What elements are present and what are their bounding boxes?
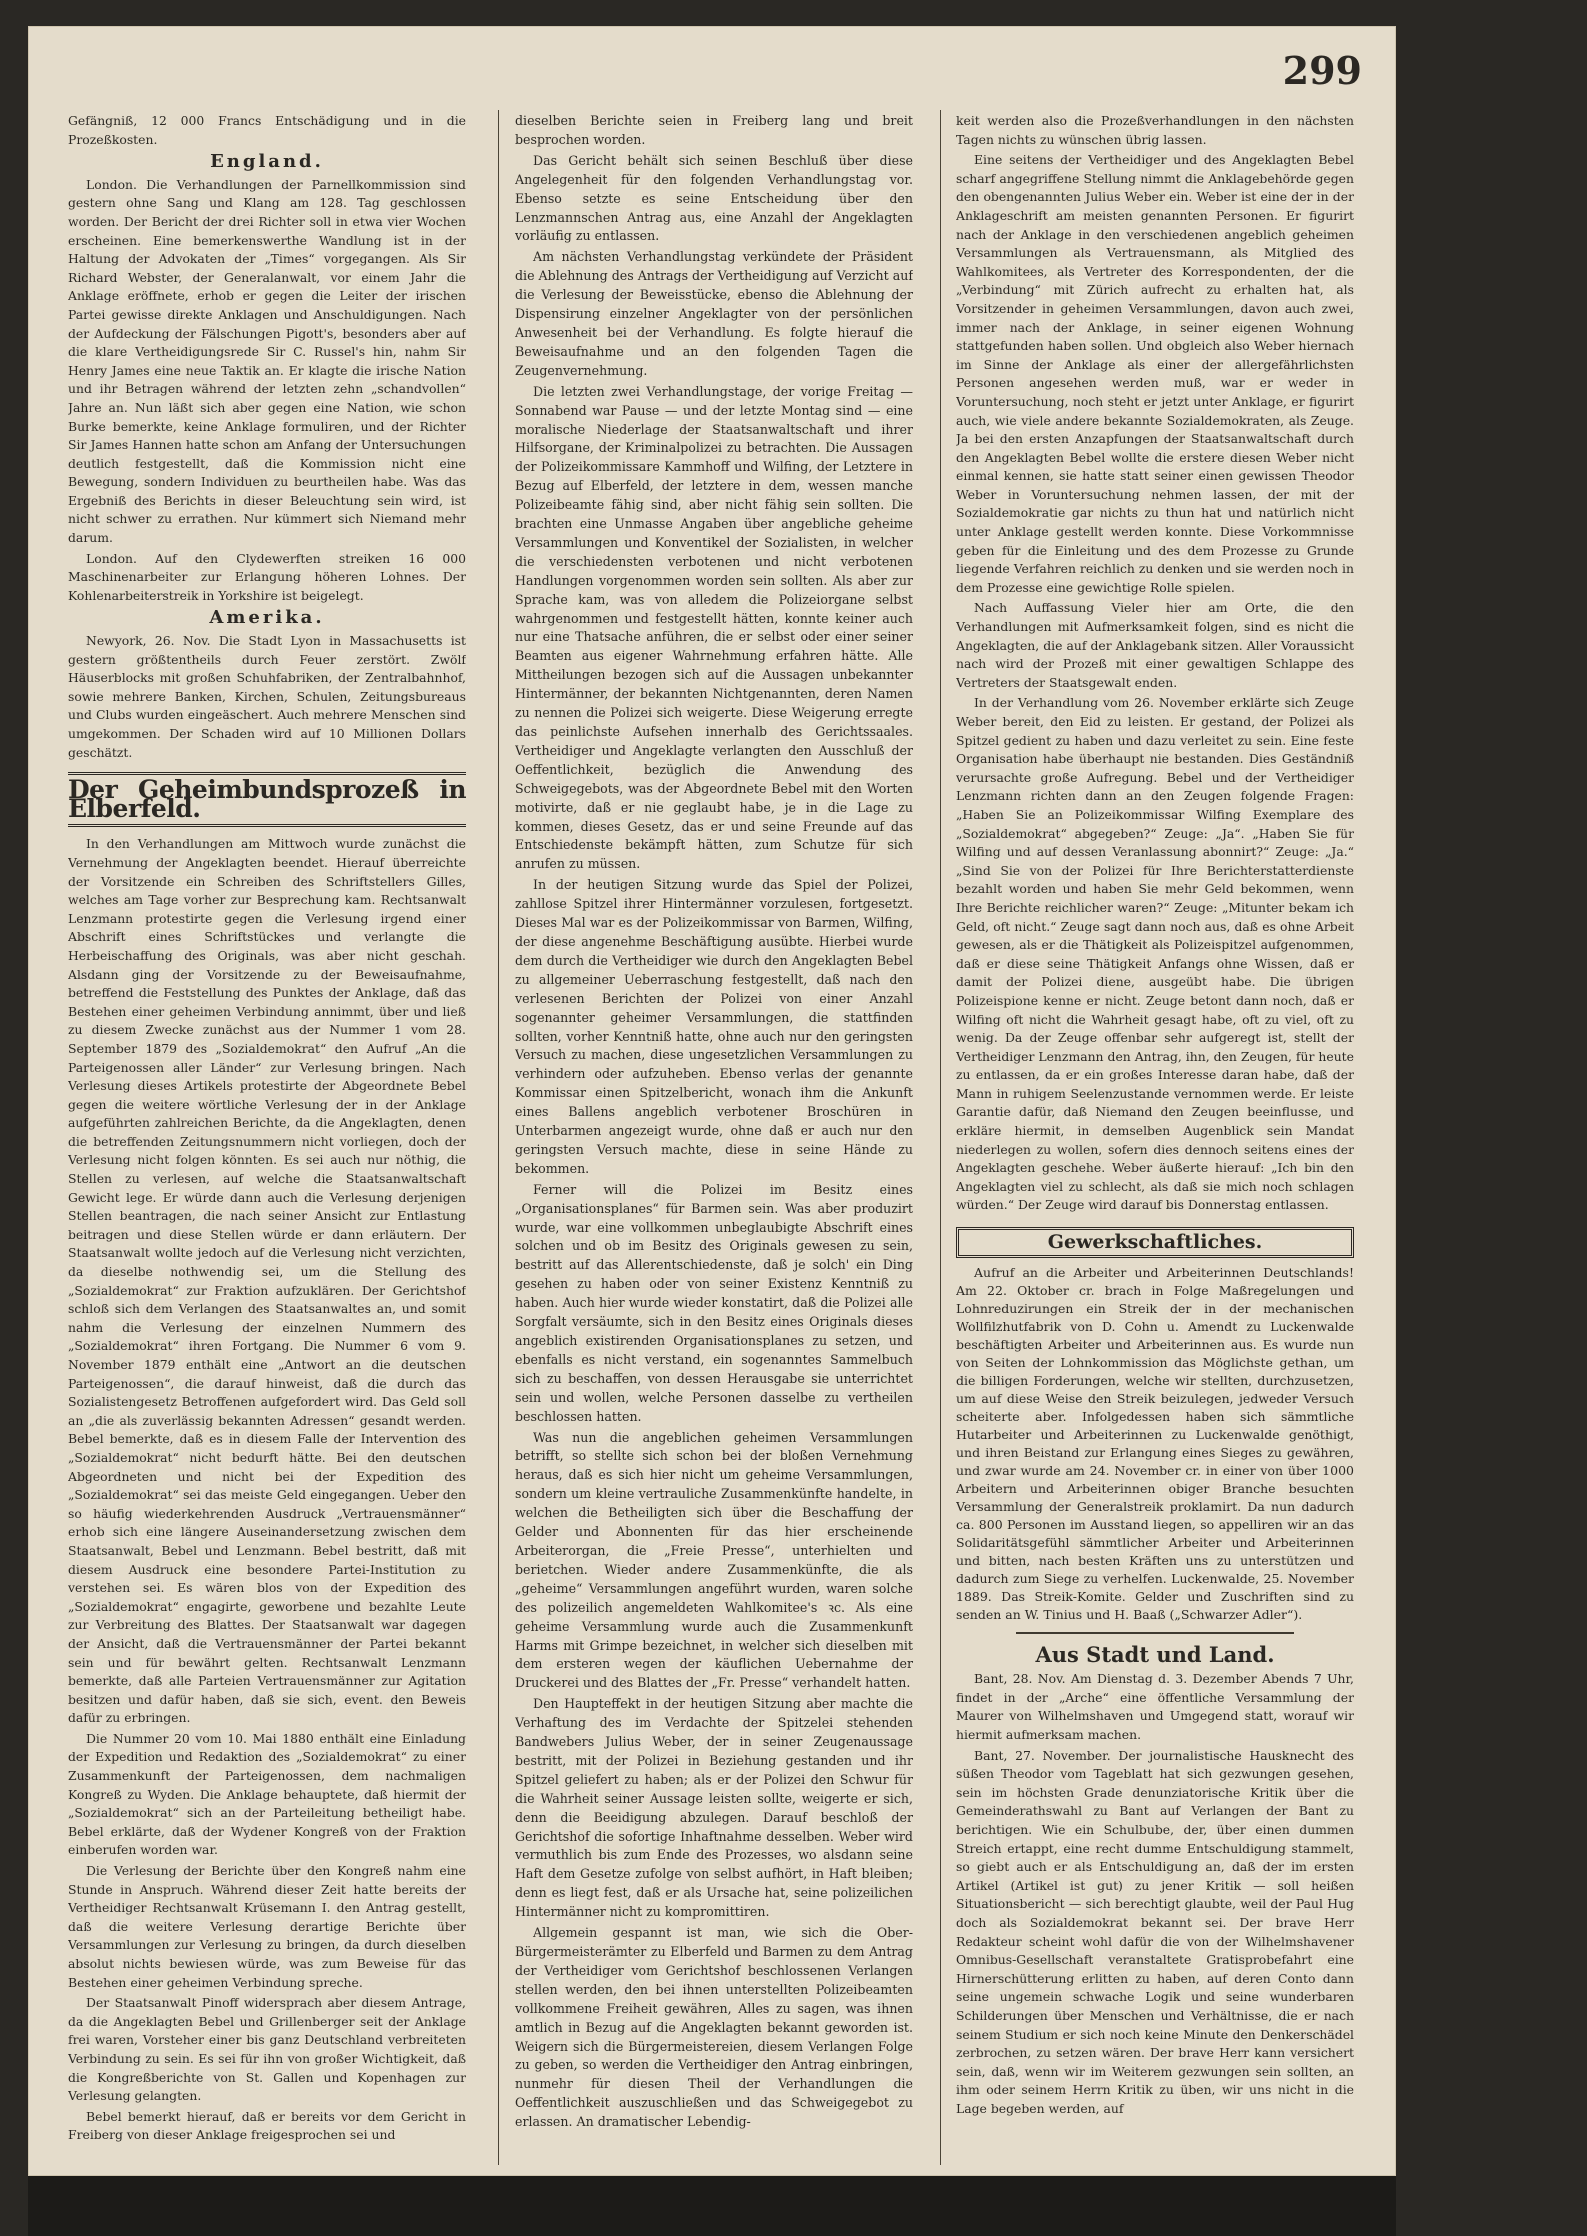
paragraph: Den Haupteffekt in der heutigen Sitzung aber machte die Verhaftung des im Verdachte der Spitzelei stehenden Bandwebers Julius Weber, der in seiner Zeugenaussage bestritt, mit der Polizei in Beziehung gestanden und ihr Spitzel geliefert zu haben; als er der Polizei den Schwur für die Wahrheit seiner Aussage leisten sollte, weigerte er sich, denn die Beeidigung abzulegen. Darauf beschloß der Gerichtshof die sofortige Inhaftnahme desselben. Weber wird vermuthlich bis zum Ende des Prozesses, wo alsdann seine Haft dem Gesetze zufolge von selbst aufhört, in Haft bleiben; denn es liegt fest, daß er als Ursache hat, seine polizeilichen Hintermänner nicht zu kompromittiren. <box>515 1696 913 1920</box>
paragraph: Gefängniß, 12 000 Francs Entschädigung und in die Prozeßkosten. <box>68 113 466 147</box>
paragraph: keit werden also die Prozeßverhandlungen in den nächsten Tagen nichts zu wünschen übrig lassen. <box>956 113 1354 147</box>
paragraph: Allgemein gespannt ist man, wie sich die Ober-Bürgermeisterämter zu Elberfeld und Barmen zu dem Antrag der Vertheidiger vom Gerichtshof beschlossenen Verlangen stellen werden, den bei ihnen unterstellten Polizeibeamten vollkommene Freiheit gewähren, Alles zu sagen, was ihnen amtlich in Bezug auf die Angeklagten bekannt geworden ist. Weigern sich die Bürgermeistereien, diesem Verlangen Folge zu geben, so werden die Vertheidiger den Antrag einbringen, nunmehr für diesen Theil der Verhandlungen die Oeffentlichkeit auszuschließen und das Schweigegebot zu erlassen. An dramatischer Lebendig- <box>515 1925 913 2130</box>
paragraph: Der Staatsanwalt Pinoff widersprach aber diesem Antrage, da die Angeklagten Bebel und Grillenberger seit der Anklage frei waren, Vorsteher einer bis ganz Deutschland verbreiteten Verbindung zu sein. Es sei für ihn von großer Wichtigkeit, daß die Kongreßberichte von St. Gallen und Kopenhagen zur Verlesung gelangten. <box>68 1995 466 2104</box>
scan-border <box>28 2176 1396 2236</box>
paragraph: Die Nummer 20 vom 10. Mai 1880 enthält eine Einladung der Expedition und Redaktion des „Sozialdemokrat“ zu einer Zusammenkunft der Parteigenossen, dem nachmaligen Kongreß zu Wyden. Die Anklage behauptete, daß hiermit der „Sozialdemokrat“ sich an der Parteileitung betheiligt habe. Bebel erklärte, daß der Wydener Kongreß von der Fraktion einberufen worden war. <box>68 1730 466 1858</box>
paragraph: Das Gericht behält sich seinen Beschluß über diese Angelegenheit für den folgenden Verhandlungstag vor. Ebenso setzte es seine Entscheidung über den Lenzmannschen Antrag aus, eine Anzahl der Angeklagten vorläufig zu entlassen. <box>515 152 913 244</box>
paragraph: Eine seitens der Vertheidiger und des Angeklagten Bebel scharf angegriffene Stellung nimmt die Anklagebehörde gegen den obengenannten Julius Weber ein. Weber ist eine der in der Anklageschrift am meisten genannten Personen. Er figurirt nach der Anklage in den verschiedenen angeblich geheimen Versammlungen als Vertrauensmann, als Mitglied des Wahlkomitees, als Vertreter des Korrespondenten, der die „Verbindung“ mit Zürich aufrecht zu erhalten hat, als Vorsitzender in geheimen Versammlungen, davon auch zwei, immer nach der Anklage, in seiner eigenen Wohnung stattgefunden haben sollen. Und obgleich also Weber hiernach im Sinne der Anklage als einer der allergefährlichsten Personen angesehen werden muß, war er weder in Voruntersuchung, noch steht er jetzt unter Anklage, er figurirt auch, wie viele andere bekannte Sozialdemokraten, als Zeuge. Ja bei den ersten Anzapfungen der Staatsanwaltschaft durch den Angeklagten Bebel wollte die erstere diesen Weber nicht einmal kennen, sie hatte statt seiner einen gewissen Theodor Weber in Voruntersuchung nehmen lassen, der mit der Sozialdemokratie gar nichts zu thun hat und natürlich nicht unter Anklage gestellt werden konnte. Diese Vorkommnisse geben für die Einleitung und des dem Prozesse zu Grunde liegende Verfahren reichlich zu denken und sie werden noch in dem Prozesse eine gewichtige Rolle spielen. <box>956 152 1354 595</box>
paragraph: London. Auf den Clydewerften streiken 16 000 Maschinenarbeiter zur Erlangung höheren Lohnes. Der Kohlenarbeiterstreik in Yorkshire ist beigelegt. <box>68 550 466 603</box>
paragraph: London. Die Verhandlungen der Parnellkommission sind gestern ohne Sang und Klang am 128. Tag geschlossen worden. Der Bericht der drei Richter soll in etwa vier Wochen erscheinen. Eine bemerkenswerthe Wandlung ist in der Haltung der Advokaten der „Times“ vorgegangen. Als Sir Richard Webster, der Generalanwalt, vor einem Jahr die Anklage eröffnete, erhob er gegen die Leiter der irischen Partei gewisse direkte Anklagen und Anschuldigungen. Nach der Aufdeckung der Fälschungen Pigott's, besonders aber auf die klare Vertheidigungsrede Sir C. Russel's hin, nahm Sir Henry James eine neue Taktik an. Er klagte die irische Nation und ihr Betragen während der letzten zehn „schandvollen“ Jahre an. Nun läßt sich aber gegen eine Nation, wie schon Burke bemerkte, keine Anklage formuliren, und der Richter Sir James Hannen hatte schon am Anfang der Untersuchungen deutlich festgestellt, daß die Kommission nicht eine Bewegung, sondern Individuen zu beurtheilen habe. Was das Ergebniß des Berichts in dieser Beleuchtung sein wird, ist nicht schwer zu errathen. Nur kümmert sich Niemand mehr darum. <box>68 176 466 546</box>
section-heading-amerika: Amerika. <box>209 607 325 629</box>
paragraph: Aufruf an die Arbeiter und Arbeiterinnen Deutschlands! Am 22. Oktober cr. brach in Folge Maßregelungen und Lohnreduzirungen ein Streik der in der mechanischen Wollfilzhutfabrik von D. Cohn u. Amendt zu Luckenwalde beschäftigten Arbeiter und Arbeiterinnen aus. Es wurde nun von Seiten der Lohnkommission das Möglichste gethan, um die billigen Forderungen, welche wir stellten, durchzusetzen, um auf diese Weise den Streik beizulegen, jedweder Versuch scheiterte aber. Infolgedessen haben sich sämmtliche Hutarbeiter und Arbeiterinnen zu Luckenwalde genöthigt, und ihren Beistand zur Erlangung eines Sieges zu gewähren, und zwar wurde am 24. November cr. in einer von über 1000 Arbeitern und Arbeiterinnen obiger Branche besuchten Versammlung der Generalstreik proklamirt. Da nun dadurch ca. 800 Personen im Ausstand liegen, so appelliren wir an das Solidaritätsgefühl sämmtlicher Arbeiter und Arbeiterinnen und bitten, nach besten Kräften uns zu unterstützen und dadurch zum Siege zu verhelfen. Luckenwalde, 25. November 1889. Das Streik-Komite. Gelder und Zuschriften sind zu senden an W. Tinius und H. Baaß („Schwarzer Adler“). <box>956 1264 1354 1622</box>
column-middle <box>515 112 913 2134</box>
newspaper-page <box>28 26 1396 2176</box>
paragraph: dieselben Berichte seien in Freiberg lang und breit besprochen worden. <box>515 113 913 147</box>
paragraph: Newyork, 26. Nov. Die Stadt Lyon in Massachusetts ist gestern größtentheils durch Feuer zerstört. Zwölf Häuserblocks mit großen Schuhfabriken, der Zentralbahnhof, sowie mehrere Banken, Kirchen, Schulen, Zeitungsbureaus und Clubs wurden eingeäschert. Auch mehrere Menschen sind umgekommen. Der Schaden wird auf 10 Millionen Dollars geschätzt. <box>68 633 466 760</box>
column-left <box>68 112 466 2147</box>
column-divider <box>940 110 941 2165</box>
paragraph: Die letzten zwei Verhandlungstage, der vorige Freitag — Sonnabend war Pause — und der letzte Montag sind — eine moralische Niederlage der Staatsanwaltschaft und ihrer Hilfsorgane, der Kriminalpolizei zu betrachten. Die Aussagen der Polizeikommissare Kammhoff und Wilfing, der Letztere in Bezug auf Elberfeld, der letztere in dem, wessen manche Polizeibeamte fähig sind, aber nicht fähig sein sollten. Die brachten eine Unmasse Angaben über angebliche geheime Versammlungen und Konventikel der Sozialisten, in welcher die verschiedensten verbotenen und nicht verbotenen Handlungen vorgenommen worden sein sollten. Als aber zur Sprache kam, was von alledem die Polizeiorgane selbst wahrgenommen und festgestellt hätten, konnte keiner auch nur eine Thatsache anführen, die er selbst oder einer seiner Beamten aus eigener Wahrnehmung erfahren hätte. Alle Mittheilungen bezogen sich auf die Aussagen unbekannter Hintermänner, der bekannten Nichtgenannten, deren Namen zu nennen die Polizei sich weigerte. Diese Weigerung erregte das peinlichste Aufsehen innerhalb des Gerichtssaales. Vertheidiger und Angeklagte verlangten den Ausschluß der Oeffentlichkeit, bezüglich die Anwendung des Schweigegebots, was der Abgeordnete Bebel mit den Worten motivirte, daß er nie geglaubt habe, je in die Lage zu kommen, dieses Gesetz, das er und seine Freunde auf das Entschiedenste bekämpft hätten, zum Schutze für sich anrufen zu müssen. <box>515 383 913 872</box>
column-right <box>956 112 1354 2120</box>
paragraph: Am nächsten Verhandlungstag verkündete der Präsident die Ablehnung des Antrags der Vertheidigung auf Verzicht auf die Verlesung der Beweisstücke, ebenso die Ablehnung der Dispensirung einzelner Angeklagter von der persönlichen Anwesenheit bei der Verhandlung. Es folgte hierauf die Beweisaufnahme und an den folgenden Tagen die Zeugenvernehmung. <box>515 249 913 378</box>
section-divider <box>1016 1632 1294 1634</box>
paragraph: In den Verhandlungen am Mittwoch wurde zunächst die Vernehmung der Angeklagten beendet. Hierauf überreichte der Vorsitzende ein Schreiben des Schriftstellers Gilles, welches am Tage vorher zur Besprechung kam. Rechtsanwalt Lenzmann protestirte gegen die Verlesung irgend einer Abschrift eines Schriftstückes und verlangte die Herbeischaffung des Originals, was aber nicht geschah. Alsdann ging der Vorsitzende zu der Beweisaufnahme, betreffend die Feststellung des Punktes der Anklage, daß das Bestehen einer geheimen Verbindung annimmt, über und ließ zu diesem Zwecke zunächst aus der Nummer 1 vom 28. September 1879 des „Sozialdemokrat“ den Aufruf „An die Parteigenossen aller Länder“ zur Verlesung bringen. Nach Verlesung dieses Artikels protestirte der Abgeordnete Bebel gegen die weitere wörtliche Verlesung der in der Anklage aufgeführten zahlreichen Berichte, da die Angeklagten, denen die betreffenden Zeitungsnummern nicht vorliegen, doch der Verlesung nicht folgen könnten. Es sei auch nur nöthig, die Stellen zu verlesen, auf welche die Staatsanwaltschaft Gewicht lege. Er würde dann auch die Verlesung derjenigen Stellen beantragen, die nach seiner Ansicht zur Entlastung beitragen und diese Stellen würde er dann erläutern. Der Staatsanwalt wollte jedoch auf die Verlesung nicht verzichten, da dieselbe nothwendig sei, um die Stellung des „Sozialdemokrat“ zur Fraktion aufzuklären. Der Gerichtshof schloß sich dem Verlangen des Staatsanwaltes an, und somit nahm die Verlesung der einzelnen Nummern des „Sozialdemokrat“ ihren Fortgang. Die Nummer 6 vom 9. November 1879 enthält eine „Antwort an die deutschen Parteigenossen“, die darauf hinweist, daß die durch das Sozialistengesetz Betroffenen aufgefordert wird. Das Geld soll an „die als zuverlässig bekannten Adressen“ gesandt werden. Bebel bemerkte, daß es in diesem Falle der Intervention des „Sozialdemokrat“ nicht bedurft hätte. Bei den deutschen Abgeordneten und nicht bei der Expedition des „Sozialdemokrat“ sei das meiste Geld eingegangen. Ueber den so häufig wiederkehrenden Ausdruck „Vertrauensmänner“ erhob sich eine längere Auseinandersetzung zwischen dem Staatsanwalt, Bebel und Lenzmann. Bebel bestritt, daß mit diesem Ausdruck eine besondere Partei-Institution zu verstehen sei. Es wären blos von der Expedition des „Sozialdemokrat“ engagirte, geworbene und bezahlte Leute zur Verbreitung des Blattes. Der Staatsanwalt war dagegen der Ansicht, daß die Vertrauensmänner der Partei bekannt sein und für bewährt gelten. Rechtsanwalt Lenzmann bemerkte, daß alle Parteien Vertrauensmänner zur Agitation besitzen und dafür haben, daß sie sich, event. den Beweis dafür zu erbringen. <box>68 836 466 1726</box>
section-box-title: Gewerkschaftliches. <box>956 1227 1354 1258</box>
paragraph: Ferner will die Polizei im Besitz eines „Organisationsplanes“ für Barmen sein. Was aber produzirt wurde, war eine vollkommen unbeglaubigte Abschrift eines solchen und ob im Besitz des Originals gewesen zu sein, bestritt auf das Allerentschiedenste, daß je solch' ein Ding gesehen zu haben oder von seiner Existenz Kenntniß zu haben. Auch hier wurde wieder konstatirt, daß die Polizei alle Sorgfalt versäumte, sich in den Besitz eines Originals dieses angeblich existirenden Organisationsplanes zu setzen, und ebenfalls es nicht verstand, ein sogenanntes Sammelbuch sich zu beschaffen, von dessen Herausgabe sie unterrichtet sein und wollen, welche Personen dasselbe zu vertheilen beschlossen hatten. <box>515 1181 913 1424</box>
paragraph: Bant, 28. Nov. Am Dienstag d. 3. Dezember Abends 7 Uhr, findet in der „Arche“ eine öffentliche Versammlung der Maurer von Wilhelmshaven und Umgegend statt, worauf wir hiermit aufmerksam machen. <box>956 1671 1354 1742</box>
page-number: 299 <box>1282 48 1362 93</box>
section-title: Aus Stadt und Land. <box>1035 1641 1275 1667</box>
paragraph: Was nun die angeblichen geheimen Versammlungen betrifft, so stellte sich schon bei der bloßen Vernehmung heraus, daß es sich hier nicht um geheime Versammlungen, sondern um kleine vertrauliche Zusammenkünfte handelte, in welchen die Betheiligten sich über die Beschaffung der Gelder und Abonnenten für das hier erscheinende Arbeiterorgan, die „Freie Presse“, unterhielten und berietchen. Wieder andere Zusammenkünfte, die als „geheime“ Versammlungen angeführt wurden, waren solche des polizeilich angemeldeten Wahlkomitee's ꝛc. Als eine geheime Versammlung wurde auch die Zusammenkunft Harms mit Grimpe bezeichnet, in welcher sich dieselben mit dem ersteren wegen der käuflichen Uebernahme der Druckerei und des Blattes der „Fr. Presse“ verhandelt hatten. <box>515 1429 913 1691</box>
paragraph: Bebel bemerkt hierauf, daß er bereits vor dem Gericht in Freiberg von dieser Anklage freigesprochen sei und <box>68 2108 466 2143</box>
paragraph: Die Verlesung der Berichte über den Kongreß nahm eine Stunde in Anspruch. Während dieser Zeit hatte bereits der Vertheidiger Rechtsanwalt Krüsemann I. den Antrag gestellt, daß die weitere Verlesung derartige Berichte über Versammlungen zur Verlesung zu bringen, da durch dieselben absolut nichts bewiesen würde, was zum Beweise für das Bestehen einer geheimen Verbindung spreche. <box>68 1863 466 1990</box>
article-title: Der Geheimbundsprozeß in Elberfeld. <box>68 772 466 827</box>
paragraph: In der Verhandlung vom 26. November erklärte sich Zeuge Weber bereit, den Eid zu leisten. Er gestand, der Polizei als Spitzel gedient zu haben und dazu verleitet zu sein. Eine feste Organisation habe überhaupt nie bestanden. Dies Geständniß verursachte große Aufregung. Bebel und der Vertheidiger Lenzmann richten dann an den Zeugen folgende Fragen: „Haben Sie an Polizeikommissar Wilfing Exemplare des „Sozialdemokrat“ abgegeben?“ Zeuge: „Ja“. „Haben Sie für Wilfing und auf dessen Veranlassung abonnirt?“ Zeuge: „Ja.“ „Sind Sie von der Polizei für Ihre Berichterstatterdienste bezahlt worden und haben Sie mehr Geld bekommen, wenn Ihre Berichte reichlicher waren?“ Zeuge: „Mitunter bekam ich Geld, oft nicht.“ Zeuge sagt dann noch aus, daß es ohne Arbeit gewesen, als er die Thätigkeit als Polizeispitzel aufgenommen, daß er diese seine Thätigkeit Anfangs ohne Wissen, daß er damit der Polizei diene, ausgeübt habe. Die übrigen Polizeispione kenne er nicht. Zeuge betont dann noch, daß er Wilfing oft nicht die Wahrheit gesagt habe, oft zu viel, oft zu wenig. Da der Zeuge offenbar sehr aufgeregt ist, stellt der Vertheidiger Lenzmann den Antrag, ihn, den Zeugen, für heute zu entlassen, da er ein großes Interesse daran habe, daß der Mann in ruhigem Seelenzustande vernommen werde. Er leiste Garantie dafür, daß Niemand den Zeugen beeinflusse, und erkläre hiermit, in demselben Augenblick sein Mandat niederlegen zu wollen, sofern dies dennoch seitens eines der Angeklagten geschehe. Weber äußerte hierauf: „Ich bin den Angeklagten viel zu schlecht, als daß sie mich noch schlagen würden.“ Der Zeuge wird darauf bis Donnerstag entlassen. <box>956 695 1354 1213</box>
paragraph: Nach Auffassung Vieler hier am Orte, die den Verhandlungen mit Aufmerksamkeit folgen, sind es nicht die Angeklagten, die auf der Anklagebank sitzen. Aller Voraussicht nach wird der Prozeß mit einer gewaltigen Schlappe des Vertreters der Staatsgewalt enden. <box>956 600 1354 690</box>
column-divider <box>498 110 499 2165</box>
paragraph: In der heutigen Sitzung wurde das Spiel der Polizei, zahllose Spitzel ihrer Hintermänner vorzulesen, fortgesetzt. Dieses Mal war es der Polizeikommissar von Barmen, Wilfing, der diese angenehme Beschäftigung ausübte. Hierbei wurde dem durch die Vertheidiger wie durch den Angeklagten Bebel zu allgemeiner Ueberraschung festgestellt, daß nach den verlesenen Berichten der Polizei von einer Anzahl sogenannter geheimer Versammlungen, die stattfinden sollten, vorher Kenntniß hatte, ohne auch nur den geringsten Versuch zu machen, diese ungesetzlichen Versammlungen zu verhindern oder aufzuheben. Ebenso verlas der genannte Kommissar einen Spitzelbericht, wonach ihm die Ankunft eines Ballens angeblich verbotener Broschüren in Unterbarmen angezeigt wurde, ohne daß er auch nur den geringsten Versuch machte, diese in seine Hände zu bekommen. <box>515 877 913 1176</box>
section-heading-england: England. <box>210 151 324 173</box>
paragraph: Bant, 27. November. Der journalistische Hausknecht des süßen Theodor vom Tageblatt hat sich gezwungen gesehen, sein im höchsten Grade denunziatorische Kritik über die Gemeinderathswahl zu Bant auf Verlangen der Bant zu berichtigen. Wie ein Schulbube, der, über einen dummen Streich ertappt, eine recht dumme Entschuldigung stammelt, so giebt auch er als Entschuldigung an, daß der im ersten Artikel (Artikel ist gut) zu jener Kritik — soll heißen Situationsbericht — sich berechtigt glaubte, weil der Paul Hug doch als Sozialdemokrat bekannt sei. Der brave Herr Redakteur scheint wohl dafür die von der Wilhelmshavener Omnibus-Gesellschaft veranstaltete Gratisprobefahrt eine Hirnerschütterung erlitten zu haben, auf deren Conto dann seine ungemein schwache Logik und seine wunderbaren Schilderungen über Menschen und Verhältnisse, die er nach seinem Studium er sich noch keine Minute den Denkerschädel zerbrochen, zu setzen wären. Der brave Herr kann versichert sein, daß, wenn wir im Weiterem gezwungen sein sollten, an ihm oder seinem Herrn Kritik zu üben, wir uns nicht in die Lage begeben werden, auf <box>956 1747 1354 2116</box>
